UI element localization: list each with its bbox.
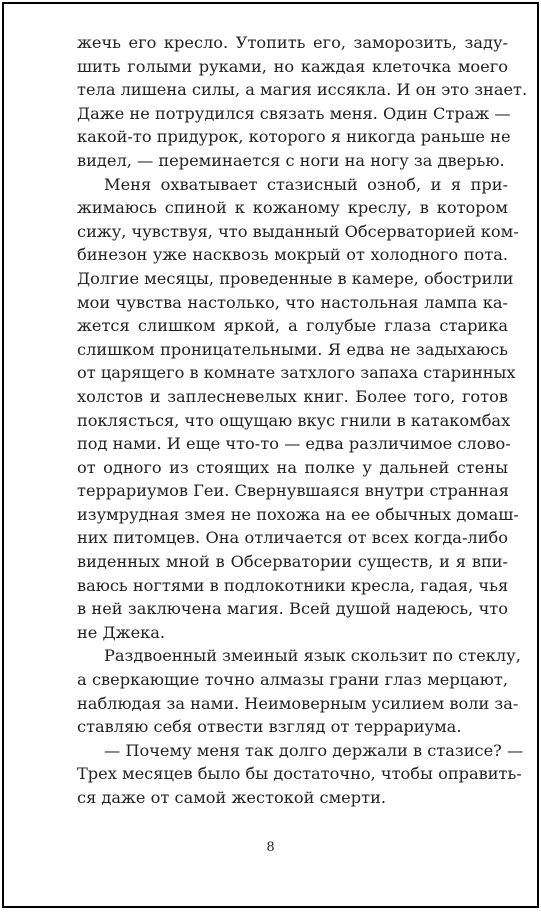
text-line: тела лишена силы, а магия иссякла. И он это знает.	[77, 80, 528, 100]
text-line: ваюсь ногтями в подлокотники кресла, гадая, чья	[77, 575, 509, 595]
text-line: ся даже от самой жестокой смерти.	[77, 788, 387, 807]
text-line: мои чувства настолько, что настольная лампа ка-	[77, 292, 508, 312]
text-line: поклясться, что ощущаю вкус гнили в катакомбах	[77, 410, 511, 430]
text-line: наблюдая за нами. Неимоверным усилием воли за-	[77, 693, 519, 713]
text-line: — Почему меня так долго держали в стазисе? —	[104, 740, 524, 760]
text-line: Трех месяцев было бы достаточно, чтобы оправить-	[77, 764, 522, 784]
text-line: слишком проницательными. Я едва не задыхаюсь	[77, 339, 508, 359]
text-line: террариумов Геи. Свернувшаяся внутри странная	[77, 481, 509, 501]
text-line: Меня охватывает стазисный озноб, и я при-	[104, 174, 508, 194]
text-line: жечь его кресло. Утопить его, заморозить, заду-	[77, 33, 508, 52]
text-line: а сверкающие точно алмазы грани глаз мерцают,	[77, 670, 508, 690]
text-line: от одного из стоящих на полке у дальней стены	[77, 457, 508, 477]
text-line: от царящего в комнате затхлого запаха старинных	[77, 363, 516, 383]
text-line: в ней заключена магия. Всей душой надеюсь, что	[77, 599, 508, 619]
text-line: Даже не потрудился связать меня. Один Страж —	[77, 103, 511, 123]
text-line: них питомцев. Она отличается от всех когда-либо	[77, 528, 508, 548]
body-text	[77, 31, 528, 810]
text-line: жется слишком яркой, а голубые глаза старика	[77, 316, 508, 336]
paragraph	[77, 644, 521, 738]
text-line: бинезон уже насквозь мокрый от холодного пота.	[77, 245, 508, 265]
text-line: под нами. И еще что-то — едва различимое слово-	[77, 434, 511, 454]
text-line: шить голыми руками, но каждая клеточка моего	[77, 56, 508, 76]
text-line: не Джека.	[77, 622, 166, 642]
book-page	[2, 2, 539, 908]
text-line: виденных мной в Обсерватории существ, и я впи-	[77, 552, 508, 572]
text-line: изумрудная змея не похожа на ее обычных домаш-	[77, 504, 519, 524]
text-line: какой-то придурок, которого я никогда раньше не	[77, 127, 511, 147]
text-line: Раздвоенный змеиный язык скользит по стеклу,	[104, 646, 521, 666]
text-line: ставляю себя отвести взгляд от террариума.	[77, 717, 462, 737]
text-line: жимаюсь спиной к кожаному креслу, в котором	[77, 198, 508, 218]
page-number: 8	[266, 840, 275, 855]
paragraph	[77, 31, 528, 173]
text-line: Долгие месяцы, проведенные в камере, обострили	[77, 268, 514, 288]
text-line: сижу, чувствуя, что выданный Обсерваторией ком-	[77, 221, 519, 241]
text-line: холстов и заплесневелых книг. Более того, готов	[77, 386, 508, 406]
text-line: видел, — переминается с ноги на ногу за дверью.	[77, 150, 505, 170]
paragraph	[77, 739, 524, 810]
paragraph	[77, 173, 519, 645]
